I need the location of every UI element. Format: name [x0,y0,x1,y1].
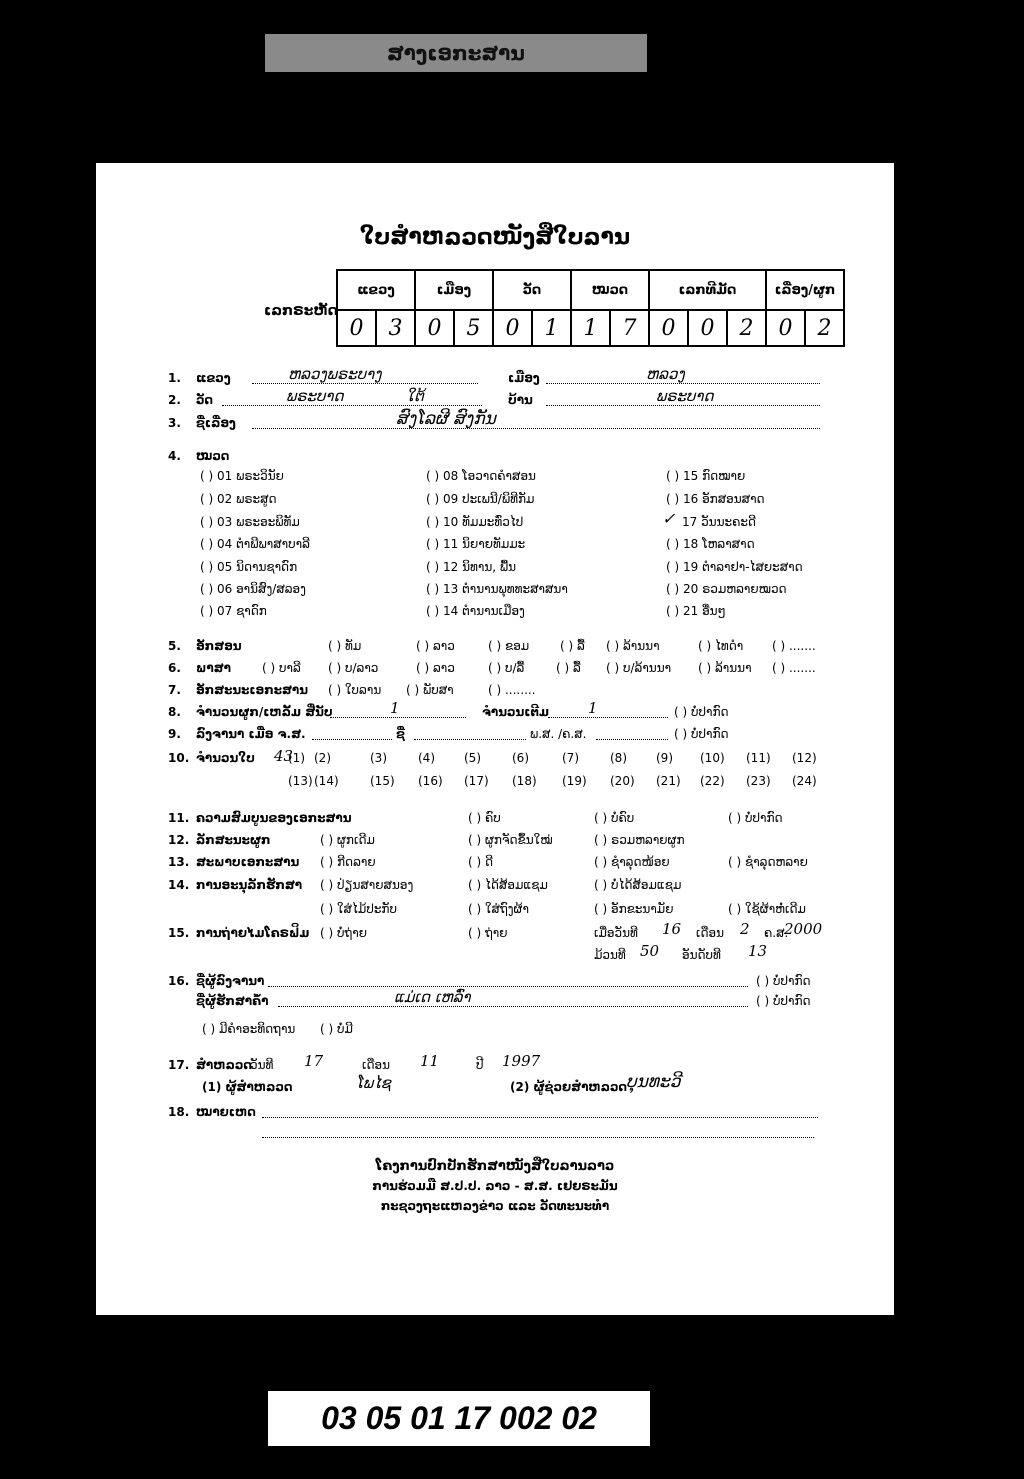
microfilm-roll: 50 [640,942,660,960]
script-option: ( ) ລາວ [416,639,455,653]
microfilm-label: ການຖ່າຍໄມໂຄຣຟິມ [196,926,310,940]
province-value: ຫລວງພຣະບາງ [288,365,382,383]
title-value: ສົງໂລຜີ ສົງກັນ [396,409,496,429]
script-option: ( ) ລ້ານນາ [606,639,660,653]
field-number: 1. [168,371,181,385]
language-option: ( ) ລື້ [556,661,581,675]
language-option: ( ) ບາລີ [262,661,301,675]
custodian-label: ຊື່ຜູ້ຮັກສາຄ້ຳ [196,994,269,1008]
reg-digit: 7 [610,310,649,346]
footer-cooperation: ການຮ່ວມມື ສ.ປ.ປ. ລາວ - ສ.ສ. ເຢຍຣະມັນ [372,1179,618,1193]
category-option: ( ) 12 ນິທານ, ພື້ນ [426,560,516,574]
reg-digit: 0 [688,310,727,346]
field-number: 17. [168,1058,190,1072]
script-label: ອັກສອນ [196,639,242,653]
condition-option: ( ) ກີດລາຍ [320,855,376,869]
field-number: 13. [168,855,190,869]
bundle-type-option: ( ) ຜູກເດີມ [320,833,375,847]
leaves-cell: (8) [610,751,627,765]
leaves-cell: (2) [314,751,331,765]
microfilm-seq-label: ອັນດັບທີ [682,948,721,962]
field-number: 15. [168,926,190,940]
conservation-label: ການອະນຸລັກຮັກສາ [196,878,303,892]
survey-day: 17 [304,1052,324,1070]
survey-year-label: ປີ [476,1058,484,1072]
script-option: ( ) ຂອມ [488,639,530,653]
field-number: 16. [168,974,190,988]
remarks-line-2 [262,1125,814,1138]
script-option: ( ) ໄທດຳ [698,639,744,653]
monastery-label: ວັດ [196,393,214,407]
reg-header-category: ໝວດ [571,270,649,310]
leaves-cell: (6) [512,751,529,765]
material-option: ( ) ໃບລານ [328,683,382,697]
field-number: 9. [168,727,181,741]
microfilm-year-label: ຄ.ສ. [764,926,789,940]
field-number: 7. [168,683,181,697]
leaves-cell: (24) [792,774,817,788]
microfilm-option: ( ) ບໍ່ຖ່າຍ [320,926,367,940]
field-number: 12. [168,833,190,847]
leaves-cell: (15) [370,774,395,788]
archive-header-label: ສາງເອກະສານ [265,34,647,72]
reg-header-fascicle: ເລື່ອງ/ຜູກ [766,270,844,310]
surveyor-1-label: (1) ຜູ້ສຳຫລວດ [202,1080,293,1094]
registration-code-table [336,269,845,347]
leaves-label: ຈຳນວນໃບ [196,751,255,765]
surveyor-1-signature: ໂພໄຊ [356,1074,391,1092]
reg-digit: 2 [805,310,844,346]
scribe-label: ຊື່ຜູ້ລົງຈານາ [196,974,265,988]
leaves-cell: (1) [288,751,305,765]
category-check-mark: ✓ [662,509,676,528]
leaves-cell: (3) [370,751,387,765]
footer-ministry: ກະຊວງຖະແຫລງຂ່າວ ແລະ ວັດທະນະທຳ [380,1199,610,1213]
field-number: 10. [168,751,190,765]
completeness-option: ( ) ບໍ່ຄົບ [594,811,635,825]
category-option: ( ) 02 ພຣະສູດ [200,492,277,506]
language-option: ( ) ລ້ານນາ [698,661,752,675]
material-label: ອັກສະນະເອກະສານ [196,683,308,697]
script-option: ( ) ທັມ [328,639,362,653]
leaves-cell: (22) [700,774,725,788]
category-option: ( ) 15 ກົດໝາຍ [666,469,746,483]
custodian-value: ແມ່ເດ ເຫລົ່າ [394,988,471,1006]
language-option: ( ) ບ/ລາວ [328,661,379,675]
category-label: ໝວດ [196,449,230,463]
reg-header-monastery: ວັດ [493,270,571,310]
count-option: ( ) ບໍ່ປາກົດ [674,705,729,719]
leaves-cell: (16) [418,774,443,788]
leaves-cell: (9) [656,751,673,765]
microfilm-month-label: ເດືອນ [696,926,725,940]
district-value: ຫລວງ [646,365,685,383]
survey-label: ສຳຫລວດ [196,1058,252,1072]
category-option: ( ) 18 ໂຫລາສາດ [666,537,755,551]
reg-digit: 1 [571,310,610,346]
leaves-cell: (20) [610,774,635,788]
custodian-option: ( ) ບໍ່ປາກົດ [756,994,811,1008]
leaves-cell: (23) [746,774,771,788]
condition-option: ( ) ດີ [468,855,494,869]
conservation-option: ( ) ໄດ້ສ້ອມແຊມ [468,878,548,892]
category-option-selected: 17 ວັນນະຄະດີ [682,515,756,529]
title-label: ຊື່ເລື່ອງ [196,416,236,430]
monastery-value-b: ໃຕ້ [406,387,424,405]
field-number: 4. [168,449,181,463]
date-label: ລົງຈານາ ເມື່ອ ຈ.ສ. [196,727,306,741]
count-value: 1 [390,699,400,717]
count-label-2: ຈຳນວນເຕີມ [482,705,549,719]
leaves-value: 43 [274,747,294,765]
bundle-type-option: ( ) ຜູກຈັດຂຶ້ນໃໝ່ [468,833,553,847]
language-option: ( ) ....... [772,661,816,675]
leaves-cell: (13) [288,774,313,788]
category-option: ( ) 05 ນິດານຊາດົກ [200,560,298,574]
scribe-option: ( ) ບໍ່ປາກົດ [756,974,811,988]
form-title: ໃບສຳຫລວດໜັງສືໃບລານ [359,225,631,250]
leaves-cell: (4) [418,751,435,765]
monastery-value: ພຣະບາດ [286,387,344,405]
category-option: ( ) 04 ຕຳພີພາສາບາລີ [200,537,310,551]
microfilm-roll-label: ມ້ວນທີ [594,948,626,962]
reg-digit: 1 [532,310,571,346]
reg-digit: 0 [337,310,376,346]
field-number: 5. [168,639,181,653]
field-number: 18. [168,1105,190,1119]
survey-month: 11 [420,1052,440,1070]
category-option: ( ) 06 ອານິສົງ/ສລອງ [200,582,306,596]
completeness-label: ຄວາມສົມບູນຂອງເອກະສານ [196,811,352,825]
leaves-cell: (19) [562,774,587,788]
bundle-type-option: ( ) ຣວມຫລາຍຜູກ [594,833,685,847]
reg-digit: 2 [727,310,766,346]
category-option: ( ) 20 ຣວມຫລາຍໝວດ [666,582,787,596]
reg-header-district: ເມືອງ [415,270,493,310]
surveyor-2-label: (2) ຜູ້ຊ່ວຍສຳຫລວດ [510,1080,628,1094]
conservation-option: ( ) ໃສ່ໄມ້ປະກັບ [320,902,397,916]
leaves-cell: (18) [512,774,537,788]
microfilm-seq: 13 [748,942,768,960]
conservation-option: ( ) ໃສ່ຖົງຜ້າ [468,902,529,916]
archive-code-label: 03 05 01 17 002 02 [268,1391,650,1446]
colophon-option: ( ) ບໍ່ມີ [320,1022,353,1036]
leaves-cell: (14) [314,774,339,788]
microfilm-option: ( ) ຖ່າຍ [468,926,508,940]
category-option: ( ) 09 ປະເພນີ/ພິທີກັມ [426,492,535,506]
completeness-option: ( ) ບໍ່ປາກົດ [728,811,783,825]
category-option: ( ) 01 ພຣະວິນັຍ [200,469,284,483]
reg-digit: 5 [454,310,493,346]
language-option: ( ) ບ/ລື້ [488,661,525,675]
category-option: ( ) 16 ອັກສອນສາດ [666,492,765,506]
leaves-cell: (10) [700,751,725,765]
leaves-cell: (5) [464,751,481,765]
leaves-cell: (17) [464,774,489,788]
script-option: ( ) ລື້ [560,639,585,653]
category-option: ( ) 19 ຕຳລາຢາ-ໄສຍະສາດ [666,560,803,574]
footer-project-name: ໂຄງການປົກປັກຮັກສາໜັງສືໃບລານລາວ [375,1159,615,1174]
date-era-label: ພ.ສ. /ຄ.ສ. [530,727,587,741]
conservation-option: ( ) ໃຊ້ຜ້າຫໍ່ເດີມ [728,902,806,916]
field-number: 14. [168,878,190,892]
language-option: ( ) ບ/ລ້ານນາ [606,661,672,675]
microfilm-month: 2 [740,920,750,938]
reg-digit: 3 [376,310,415,346]
condition-option: ( ) ຊຳລຸດຫລາຍ [728,855,808,869]
survey-year: 1997 [502,1052,541,1070]
condition-option: ( ) ຊຳລຸດໜ້ອຍ [594,855,670,869]
surveyor-2-signature: ບຸນທະວີ [626,1072,681,1092]
leaves-cell: (11) [746,751,771,765]
reg-digit: 0 [493,310,532,346]
category-option: ( ) 21 ອື່ນໆ [666,604,726,618]
survey-day-label: ວັນທີ [250,1058,274,1072]
date-name-label: ຊື່ [396,727,405,741]
reg-digit: 0 [415,310,454,346]
field-number: 3. [168,416,181,430]
category-option: ( ) 07 ຊາດົກ [200,604,267,618]
category-option: ( ) 10 ທັມມະທົ່ວໄປ [426,515,524,529]
field-number: 2. [168,393,181,407]
category-option: ( ) 13 ຕຳນານພຸທທະສາສນາ [426,582,568,596]
leaves-cell: (7) [562,751,579,765]
bundle-type-label: ລັກສະນະຜູກ [196,833,271,847]
language-label: ພາສາ [196,661,231,675]
microfilm-day: 16 [662,920,682,938]
reg-digit: 0 [649,310,688,346]
leaves-cell: (12) [792,751,817,765]
date-option: ( ) ບໍ່ປາກົດ [674,727,729,741]
conservation-option: ( ) ອັກຂະນາມັຍ [594,902,674,916]
microfilm-date-label: ເມື່ອວັນທີ [594,926,638,940]
condition-label: ສະພາບເອກະສານ [196,855,300,869]
microfilm-year: 2000 [784,920,823,938]
reg-header-province: ແຂວງ [337,270,415,310]
category-option: ( ) 08 ໂອວາດຄຳສອນ [426,469,536,483]
village-value: ພຣະບາດ [656,387,714,405]
script-option: ( ) ....... [772,639,816,653]
reg-header-bundle: ເລກທີມັດ [649,270,766,310]
category-option: ( ) 03 ພຣະອະພິທັມ [200,515,300,529]
language-option: ( ) ລາວ [416,661,455,675]
survey-month-label: ເດືອນ [362,1058,391,1072]
reg-digit: 0 [766,310,805,346]
registration-label: ເລກຣະຫັດ [264,303,338,319]
conservation-option: ( ) ບໍ່ໄດ້ສ້ອມແຊມ [594,878,682,892]
colophon-option: ( ) ມີຄຳອະທິດຖານ [202,1022,296,1036]
field-number: 11. [168,811,190,825]
field-number: 8. [168,705,181,719]
category-option: ( ) 14 ຕຳນານເມືອງ [426,604,525,618]
survey-form-sheet [96,163,894,1315]
count-value-2: 1 [588,699,598,717]
leaves-cell: (21) [656,774,681,788]
remarks-label: ໝາຍເຫດ [196,1105,256,1119]
conservation-option: ( ) ປ່ຽນສາຍສນອງ [320,878,414,892]
count-label: ຈຳນວນຜູກ/ເຫລັ້ມ ສື່ນັບ [196,705,333,719]
material-option: ( ) ........ [488,683,536,697]
material-option: ( ) ພັບສາ [406,683,454,697]
completeness-option: ( ) ຄົບ [468,811,501,825]
field-number: 6. [168,661,181,675]
district-label: ເມືອງ [508,371,540,385]
province-label: ແຂວງ [196,371,231,385]
category-option: ( ) 11 ນິຍາຍທັມມະ [426,537,526,551]
village-label: ບ້ານ [508,393,533,407]
